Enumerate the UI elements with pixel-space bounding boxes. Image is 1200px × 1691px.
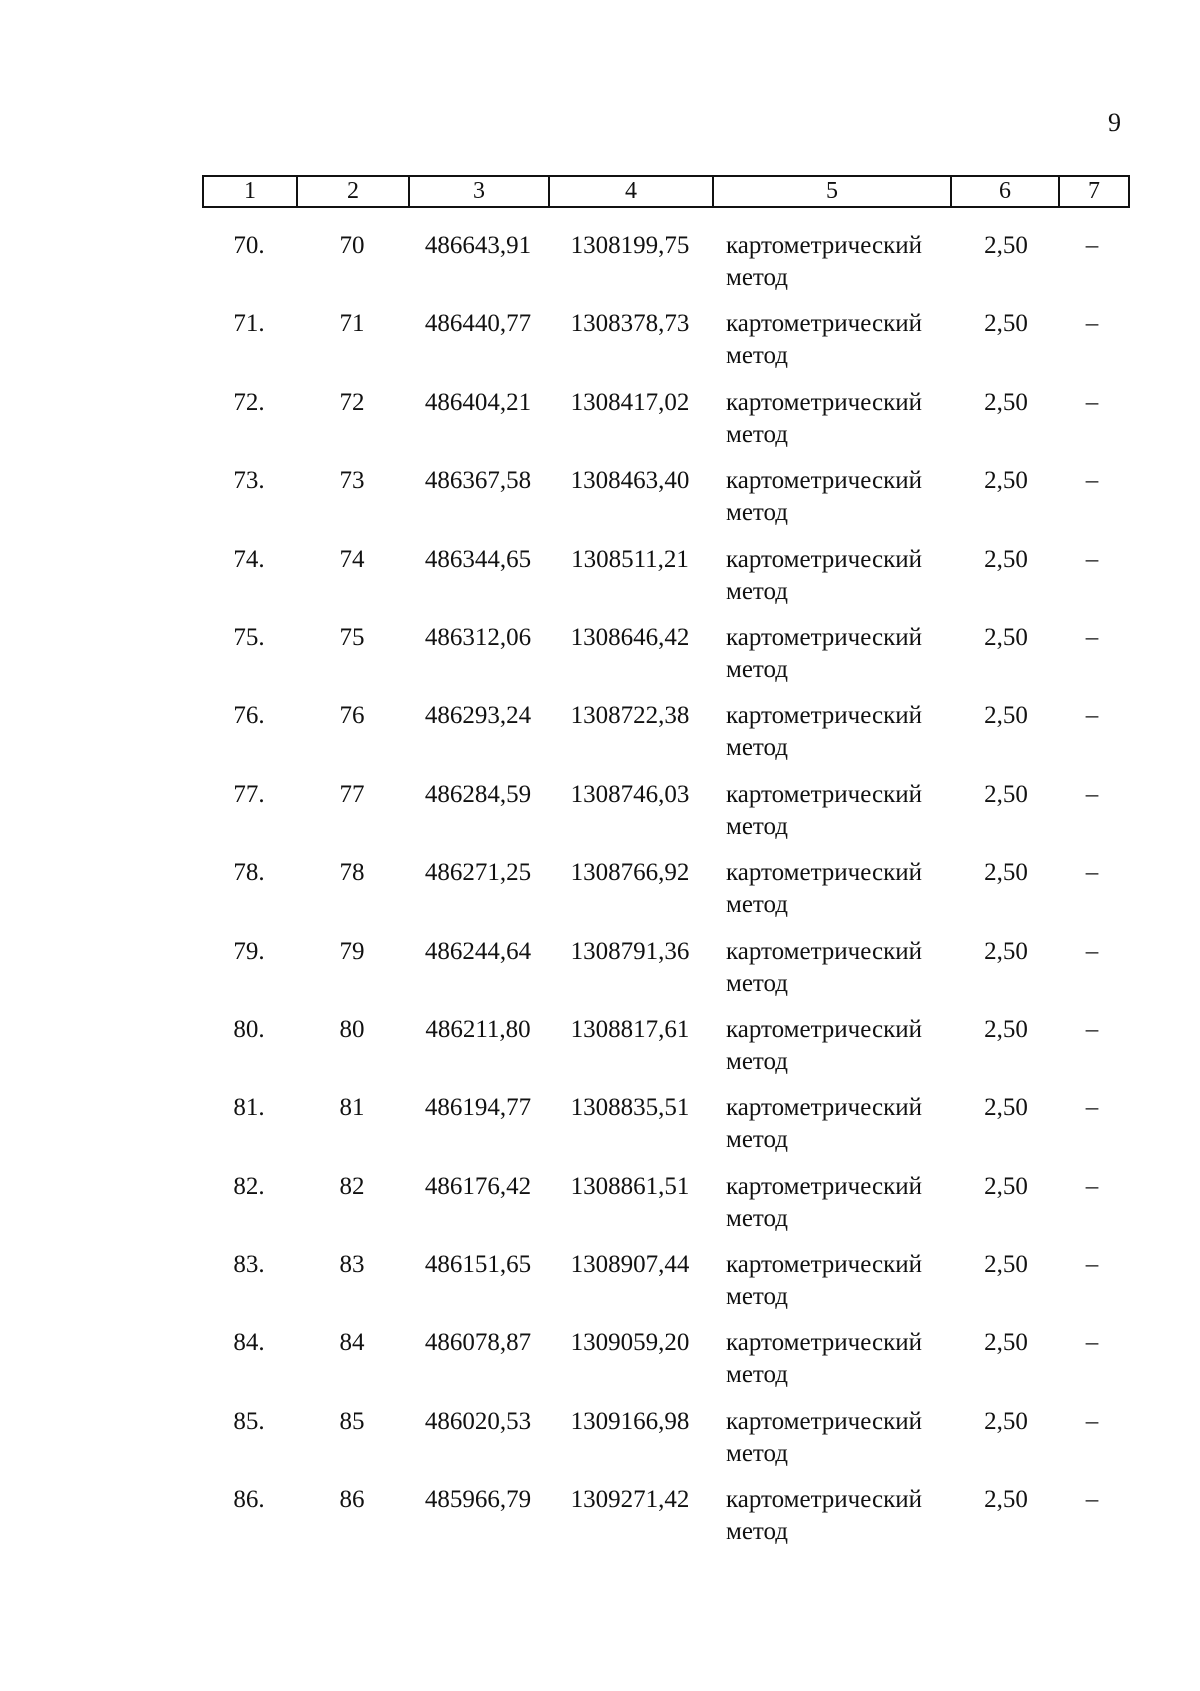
note-value: –	[1085, 859, 1099, 887]
coordinate-x: 486404,21	[424, 388, 532, 416]
accuracy-value: 2,50	[984, 859, 1028, 887]
coordinate-x: 486244,64	[424, 937, 532, 965]
header-row	[203, 176, 1129, 207]
note-value: –	[1085, 310, 1099, 338]
row-number: 85.	[233, 1407, 265, 1435]
coordinate-y: 1309271,42	[570, 1486, 690, 1514]
row-number: 83.	[233, 1251, 265, 1279]
table-row	[0, 544, 1200, 622]
point-number: 79	[339, 937, 365, 965]
table-row	[0, 465, 1200, 543]
header-cell: 5	[713, 176, 951, 207]
method-line-2: метод	[726, 1439, 789, 1467]
method-line-1: картометрический	[726, 1172, 922, 1200]
coordinate-x: 486312,06	[424, 623, 532, 651]
method	[726, 1171, 956, 1235]
note-value: –	[1085, 1486, 1099, 1514]
point-number: 74	[339, 545, 365, 573]
point-number: 70	[339, 232, 365, 259]
coordinate-x: 486271,25	[424, 859, 532, 887]
method-line-2: метод	[726, 1518, 789, 1546]
point-number: 84	[339, 1329, 365, 1357]
accuracy-value: 2,50	[984, 1407, 1028, 1435]
method-line-2: метод	[726, 499, 789, 527]
table-row	[0, 700, 1200, 778]
accuracy-value: 2,50	[984, 467, 1028, 495]
header-cell: 4	[549, 176, 713, 207]
coordinate-y: 1308463,40	[570, 467, 690, 495]
row-number: 76.	[233, 702, 265, 730]
row-number: 80.	[233, 1015, 265, 1043]
coordinate-x: 486643,91	[424, 232, 532, 259]
accuracy-value: 2,50	[984, 1015, 1028, 1043]
row-number: 81.	[233, 1094, 265, 1122]
method	[726, 465, 956, 529]
accuracy-value: 2,50	[984, 1251, 1028, 1279]
table-row	[0, 1249, 1200, 1327]
method-line-2: метод	[726, 1361, 789, 1389]
coordinate-x: 486440,77	[424, 310, 532, 338]
method-line-2: метод	[726, 1126, 789, 1154]
note-value: –	[1085, 232, 1099, 259]
method-line-1: картометрический	[726, 467, 922, 495]
method	[726, 1014, 956, 1078]
method	[726, 936, 956, 1000]
point-number: 73	[339, 467, 365, 495]
row-number: 72.	[233, 388, 265, 416]
method-line-2: метод	[726, 734, 789, 762]
note-value: –	[1085, 1015, 1099, 1043]
coordinate-x: 485966,79	[424, 1486, 532, 1514]
method	[726, 1406, 956, 1470]
row-number: 74.	[233, 545, 265, 573]
accuracy-value: 2,50	[984, 232, 1028, 259]
coordinate-y: 1308722,38	[570, 702, 690, 730]
method	[726, 544, 956, 608]
note-value: –	[1085, 1172, 1099, 1200]
coordinate-y: 1308378,73	[570, 310, 690, 338]
note-value: –	[1085, 937, 1099, 965]
method	[726, 230, 956, 294]
method-line-1: картометрический	[726, 937, 922, 965]
table-row	[0, 936, 1200, 1014]
method	[726, 857, 956, 921]
row-number: 84.	[233, 1329, 265, 1357]
table-row	[0, 779, 1200, 857]
method-line-1: картометрический	[726, 623, 922, 651]
note-value: –	[1085, 780, 1099, 808]
accuracy-value: 2,50	[984, 388, 1028, 416]
coordinate-x: 486020,53	[424, 1407, 532, 1435]
coordinate-y: 1308417,02	[570, 388, 690, 416]
method-line-1: картометрический	[726, 388, 922, 416]
accuracy-value: 2,50	[984, 702, 1028, 730]
header-cell: 3	[409, 176, 549, 207]
coordinate-x: 486176,42	[424, 1172, 532, 1200]
header-cell: 6	[951, 176, 1059, 207]
header-cell: 7	[1059, 176, 1129, 207]
coordinate-y: 1308835,51	[570, 1094, 690, 1122]
coordinate-y: 1308766,92	[570, 859, 690, 887]
coordinate-x: 486078,87	[424, 1329, 532, 1357]
coordinate-y: 1308646,42	[570, 623, 690, 651]
accuracy-value: 2,50	[984, 545, 1028, 573]
note-value: –	[1085, 545, 1099, 573]
method-line-1: картометрический	[726, 859, 922, 887]
method-line-1: картометрический	[726, 1407, 922, 1435]
accuracy-value: 2,50	[984, 1486, 1028, 1514]
column-number-header	[202, 175, 1130, 208]
coordinate-x: 486194,77	[424, 1094, 532, 1122]
point-number: 75	[339, 623, 365, 651]
coordinate-y: 1308861,51	[570, 1172, 690, 1200]
method	[726, 700, 956, 764]
coordinate-x: 486151,65	[424, 1251, 532, 1279]
point-number: 85	[339, 1407, 365, 1435]
table-row	[0, 387, 1200, 465]
method	[726, 622, 956, 686]
method	[726, 387, 956, 451]
method-line-2: метод	[726, 812, 789, 840]
table-row	[0, 1484, 1200, 1562]
point-number: 78	[339, 859, 365, 887]
table-row	[0, 1327, 1200, 1405]
point-number: 71	[339, 310, 365, 338]
accuracy-value: 2,50	[984, 1172, 1028, 1200]
coordinate-x: 486211,80	[425, 1015, 531, 1043]
accuracy-value: 2,50	[984, 937, 1028, 965]
point-number: 80	[339, 1015, 365, 1043]
row-number: 71.	[233, 310, 265, 338]
table-row	[0, 622, 1200, 700]
table-row	[0, 1171, 1200, 1249]
method-line-1: картометрический	[726, 1251, 922, 1279]
method-line-1: картометрический	[726, 1015, 922, 1043]
row-number: 82.	[233, 1172, 265, 1200]
method-line-1: картометрический	[726, 1094, 922, 1122]
coordinate-x: 486367,58	[424, 467, 532, 495]
row-number: 78.	[233, 859, 265, 887]
method-line-2: метод	[726, 264, 789, 291]
point-number: 72	[339, 388, 365, 416]
table-row	[0, 230, 1200, 308]
row-number: 77.	[233, 780, 265, 808]
row-number: 79.	[233, 937, 265, 965]
row-number: 70.	[233, 232, 265, 259]
method	[726, 1327, 956, 1391]
row-number: 75.	[233, 623, 265, 651]
row-number: 86.	[233, 1486, 265, 1514]
accuracy-value: 2,50	[984, 623, 1028, 651]
coordinate-y: 1308199,75	[570, 232, 690, 259]
method-line-2: метод	[726, 655, 789, 683]
coordinate-x: 486284,59	[424, 780, 532, 808]
note-value: –	[1085, 1251, 1099, 1279]
note-value: –	[1085, 1094, 1099, 1122]
accuracy-value: 2,50	[984, 310, 1028, 338]
table-row	[0, 1014, 1200, 1092]
method-line-2: метод	[726, 1283, 789, 1311]
coordinate-y: 1308907,44	[570, 1251, 690, 1279]
point-number: 82	[339, 1172, 365, 1200]
table-row	[0, 857, 1200, 935]
method-line-1: картометрический	[726, 1329, 922, 1357]
table-row	[0, 1092, 1200, 1170]
point-number: 77	[339, 780, 365, 808]
note-value: –	[1085, 623, 1099, 651]
method	[726, 779, 956, 843]
note-value: –	[1085, 388, 1099, 416]
point-number: 81	[339, 1094, 365, 1122]
coordinates-table-body	[0, 230, 1200, 1563]
method-line-1: картометрический	[726, 310, 922, 338]
accuracy-value: 2,50	[984, 1329, 1028, 1357]
method-line-1: картометрический	[726, 1486, 922, 1514]
accuracy-value: 2,50	[984, 780, 1028, 808]
note-value: –	[1085, 467, 1099, 495]
method-line-2: метод	[726, 342, 789, 370]
method	[726, 308, 956, 372]
coordinate-y: 1308746,03	[570, 780, 690, 808]
method	[726, 1484, 956, 1548]
page-number: 9	[1108, 108, 1121, 137]
coordinate-x: 486293,24	[424, 702, 532, 730]
coordinate-x: 486344,65	[424, 545, 532, 573]
point-number: 83	[339, 1251, 365, 1279]
header-cell: 2	[297, 176, 409, 207]
row-number: 73.	[233, 467, 265, 495]
method-line-2: метод	[726, 969, 789, 997]
note-value: –	[1085, 702, 1099, 730]
method-line-1: картометрический	[726, 232, 922, 259]
coordinate-y: 1309059,20	[570, 1329, 690, 1357]
coordinate-y: 1308817,61	[570, 1015, 690, 1043]
coordinate-y: 1308791,36	[570, 937, 690, 965]
method-line-1: картометрический	[726, 702, 922, 730]
method	[726, 1249, 956, 1313]
table-row	[0, 308, 1200, 386]
coordinate-y: 1308511,21	[571, 545, 689, 573]
method-line-1: картометрический	[726, 545, 922, 573]
point-number: 76	[339, 702, 365, 730]
header-cell: 1	[203, 176, 297, 207]
method-line-2: метод	[726, 1204, 789, 1232]
coordinate-y: 1309166,98	[570, 1407, 690, 1435]
method-line-2: метод	[726, 1047, 789, 1075]
table-row	[0, 1406, 1200, 1484]
note-value: –	[1085, 1407, 1099, 1435]
method-line-2: метод	[726, 420, 789, 448]
point-number: 86	[339, 1486, 365, 1514]
accuracy-value: 2,50	[984, 1094, 1028, 1122]
method-line-2: метод	[726, 577, 789, 605]
method-line-2: метод	[726, 891, 789, 919]
method	[726, 1092, 956, 1156]
method-line-1: картометрический	[726, 780, 922, 808]
note-value: –	[1085, 1329, 1099, 1357]
